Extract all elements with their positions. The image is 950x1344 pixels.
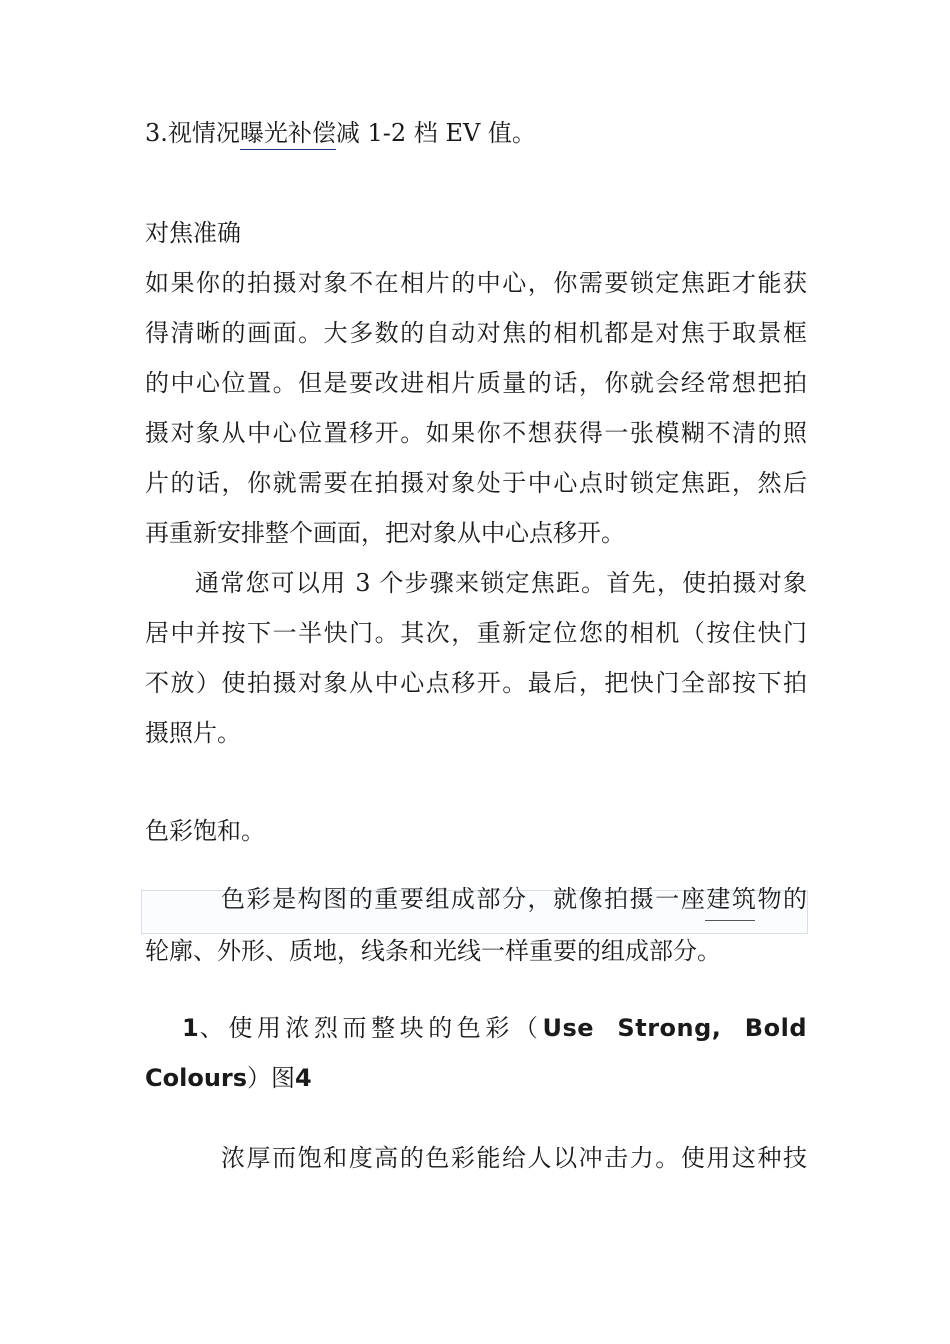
step-3-suffix: 减 1-2 档 EV 值。 bbox=[335, 119, 536, 147]
focus-para2-line: 居中并按下一半快门。其次，重新定位您的相机（按住快门 bbox=[145, 619, 807, 647]
focus-para1-line: 再重新安排整个画面，把对象从中心点移开。 bbox=[145, 519, 625, 547]
focus-section-title: 对焦准确 bbox=[145, 219, 241, 247]
step-3-text bbox=[145, 108, 807, 158]
heading-figure-number: 4 bbox=[295, 1064, 312, 1092]
heading-english-2: Colours bbox=[145, 1064, 248, 1092]
color-heading-1 bbox=[145, 1003, 807, 1053]
color-section-title: 色彩饱和。 bbox=[145, 817, 265, 845]
focus-para1-line: 片的话，你就需要在拍摄对象处于中心点时锁定焦距，然后 bbox=[145, 469, 807, 497]
heading-text: 、使用浓烈而整块的色彩（ bbox=[199, 1014, 543, 1042]
focus-para2-line: 通常您可以用 3 个步骤来锁定焦距。首先，使拍摄对象 bbox=[195, 569, 807, 597]
color-para-line: 轮廓、外形、质地，线条和光线一样重要的组成部分。 bbox=[145, 937, 721, 965]
color-para-after: 浓厚而饱和度高的色彩能给人以冲击力。使用这种技 bbox=[221, 1144, 807, 1172]
focus-para1-line: 摄对象从中心位置移开。如果你不想获得一张模糊不清的照 bbox=[145, 419, 807, 447]
step-3-prefix: 3.视情况 bbox=[145, 119, 240, 147]
heading-english-1: Use Strong, Bold bbox=[542, 1014, 807, 1042]
color-para-line: 色彩是构图的重要组成部分，就像拍摄一座建筑物的 bbox=[221, 885, 807, 913]
focus-para2-line: 不放）使拍摄对象从中心点移开。最后，把快门全部按下拍 bbox=[145, 669, 807, 697]
word-underline bbox=[705, 920, 755, 921]
heading-number: 1 bbox=[182, 1014, 200, 1042]
focus-para1-line: 得清晰的画面。大多数的自动对焦的相机都是对焦于取景框 bbox=[145, 319, 807, 347]
exposure-compensation-link[interactable]: 曝光补偿 bbox=[240, 119, 336, 150]
heading-suffix: ）图 bbox=[247, 1064, 296, 1092]
color-heading-1-cont bbox=[145, 1053, 312, 1103]
focus-para1-line: 的中心位置。但是要改进相片质量的话，你就会经常想把拍 bbox=[145, 369, 807, 397]
focus-para2-line: 摄照片。 bbox=[145, 719, 241, 747]
focus-para1-line: 如果你的拍摄对象不在相片的中心，你需要锁定焦距才能获 bbox=[145, 269, 807, 297]
